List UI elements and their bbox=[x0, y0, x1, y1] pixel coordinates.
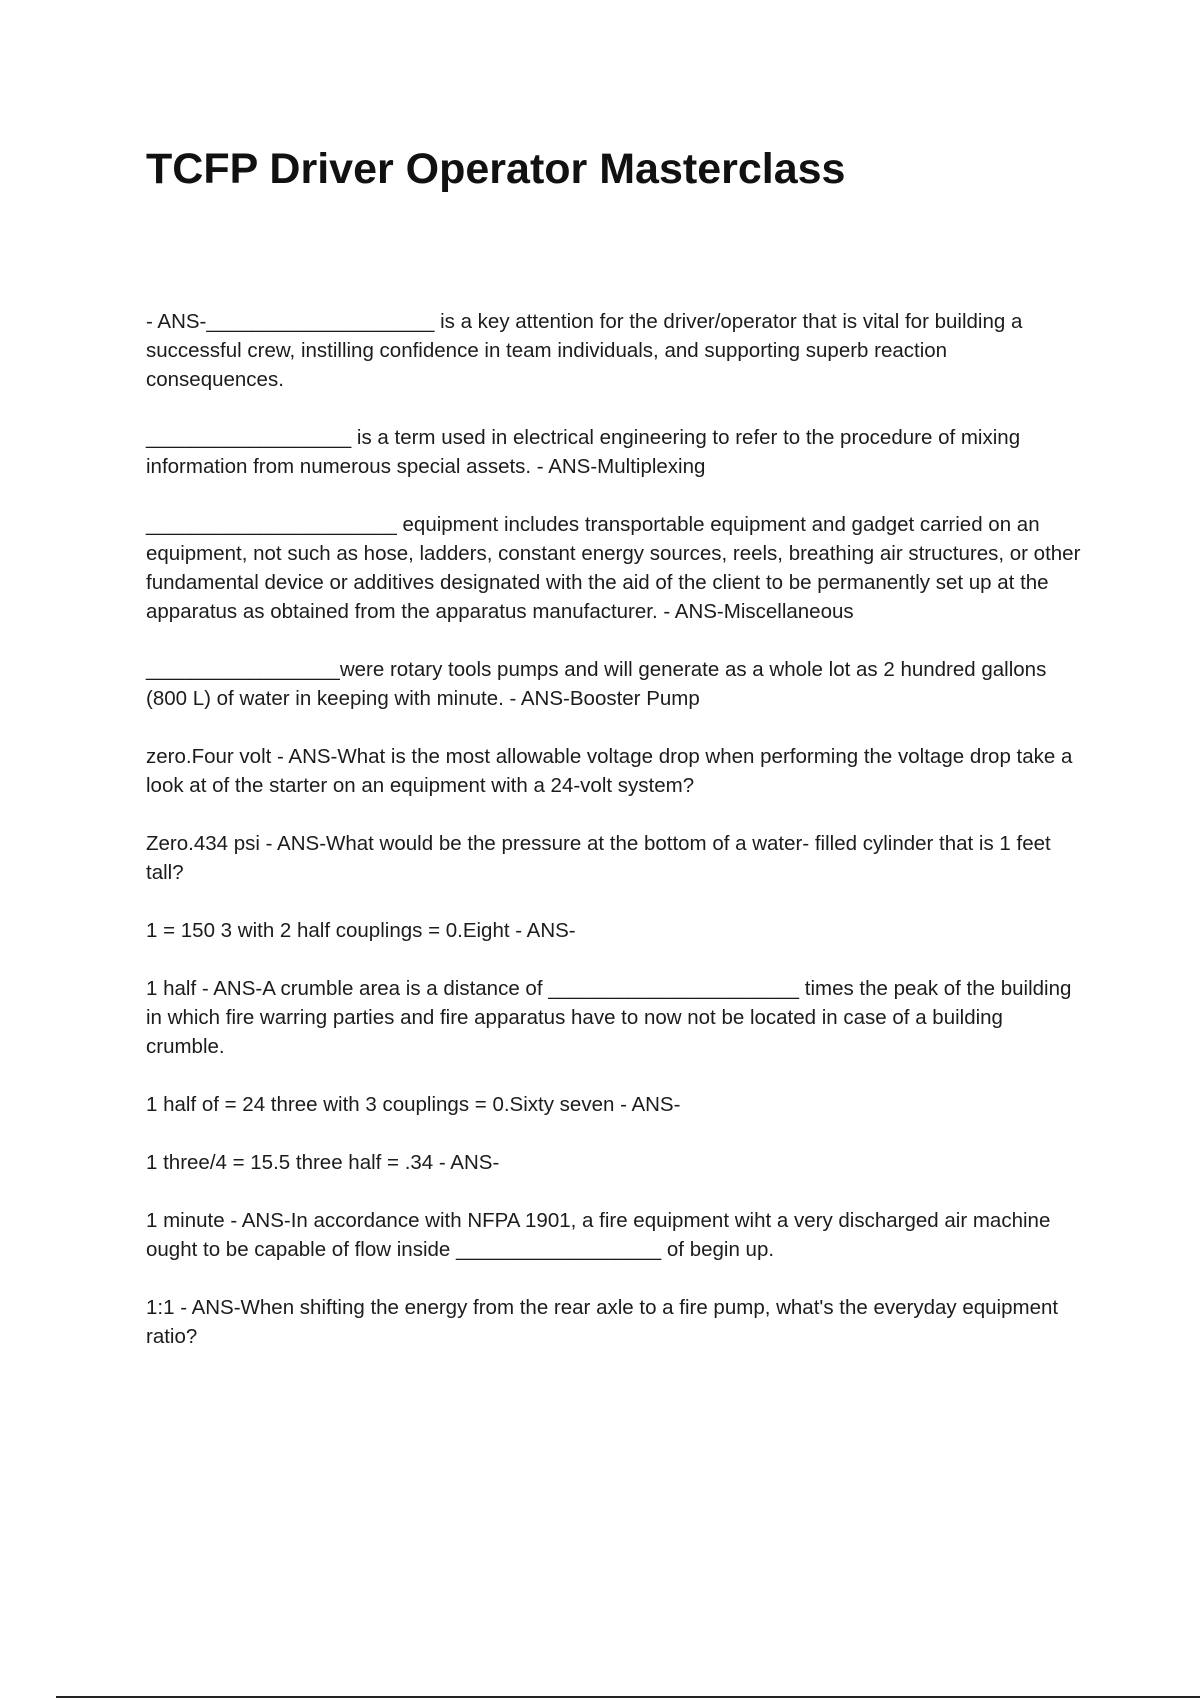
qa-item: 1 three/4 = 15.5 three half = .34 - ANS- bbox=[146, 1151, 500, 1174]
qa-item: zero.Four volt - ANS-What is the most allowable voltage drop when performing the voltage drop take a look at of the starter on an equipment with a 24-volt system? bbox=[146, 745, 1073, 797]
qa-item: _________________were rotary tools pumps and will generate as a whole lot as 2 hundred gallons (800 L) of water in keeping with minute. - ANS-Booster Pump bbox=[146, 658, 1047, 710]
qa-item: ______________________ equipment includes transportable equipment and gadget carried on an equipment, not such as hose, ladders, constant energy sources, reels, breathing air structures, or other fundamental device or additives designated with the aid of the client to be permanently set up at the apparatus as obtained from the apparatus manufacturer. - ANS-Miscellaneous bbox=[146, 513, 1081, 623]
footer-divider bbox=[56, 1696, 1200, 1698]
qa-item: 1 minute - ANS-In accordance with NFPA 1901, a fire equipment wiht a very discharged air machine ought to be capable of flow inside __________________ of begin up. bbox=[146, 1209, 1051, 1261]
page-title: TCFP Driver Operator Masterclass bbox=[146, 145, 846, 193]
qa-item: 1 half - ANS-A crumble area is a distance of ______________________ times the peak of the building in which fire warring parties and fire apparatus have to now not be located in case of a building crumble. bbox=[146, 977, 1072, 1058]
qa-item: - ANS-____________________ is a key attention for the driver/operator that is vital for building a successful crew, instilling confidence in team individuals, and supporting superb reaction consequences. bbox=[146, 310, 1023, 391]
qa-item: 1 half of = 24 three with 3 couplings = 0.Sixty seven - ANS- bbox=[146, 1093, 681, 1116]
qa-item: __________________ is a term used in electrical engineering to refer to the procedure of mixing information from numerous special assets. - ANS-Multiplexing bbox=[146, 426, 1021, 478]
qa-item: 1 = 150 3 with 2 half couplings = 0.Eight - ANS- bbox=[146, 919, 576, 942]
qa-item: Zero.434 psi - ANS-What would be the pressure at the bottom of a water- filled cylinder that is 1 feet tall? bbox=[146, 832, 1051, 884]
qa-item: 1:1 - ANS-When shifting the energy from the rear axle to a fire pump, what's the everyday equipment ratio? bbox=[146, 1296, 1059, 1348]
qa-list bbox=[146, 307, 1086, 1380]
